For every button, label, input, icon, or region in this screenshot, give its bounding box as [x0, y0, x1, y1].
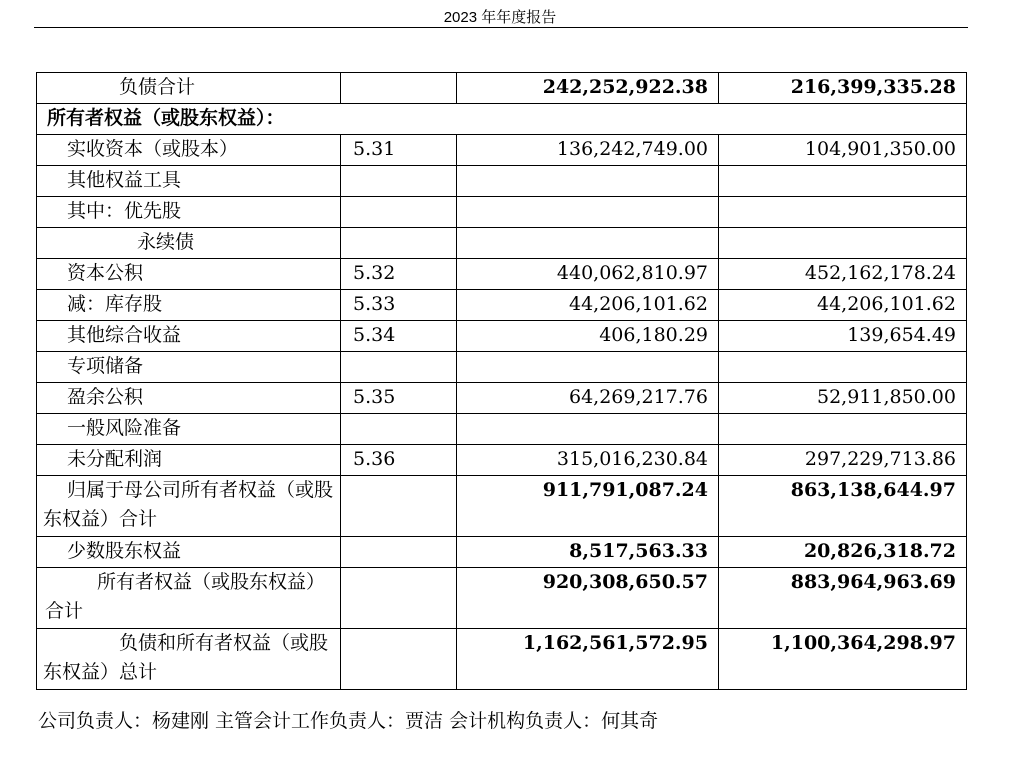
row-label: 专项储备	[37, 352, 341, 383]
row-note: 5.34	[341, 321, 457, 352]
row-note	[341, 568, 457, 629]
row-note	[341, 414, 457, 445]
table-row	[37, 290, 967, 321]
table-row	[37, 629, 967, 690]
row-prior-value: 452,162,178.24	[719, 259, 967, 290]
header-divider	[34, 27, 968, 28]
table-row	[37, 568, 967, 629]
table-row	[37, 383, 967, 414]
row-note	[341, 166, 457, 197]
page-header-title: 2023 年年度报告	[443, 9, 557, 26]
row-prior-value: 44,206,101.62	[719, 290, 967, 321]
section-label: 所有者权益（或股东权益）：	[37, 104, 967, 135]
row-label: 其中：优先股	[37, 197, 341, 228]
table-row	[37, 166, 967, 197]
row-label: 实收资本（或股本）	[37, 135, 341, 166]
row-label: 其他权益工具	[37, 166, 341, 197]
row-note: 5.36	[341, 445, 457, 476]
row-prior-value: 883,964,963.69	[719, 568, 967, 629]
row-prior-value	[719, 197, 967, 228]
row-label: 一般风险准备	[37, 414, 341, 445]
table-row	[37, 73, 967, 104]
row-prior-value: 863,138,644.97	[719, 476, 967, 537]
row-current-value: 242,252,922.38	[457, 73, 719, 104]
row-prior-value: 1,100,364,298.97	[719, 629, 967, 690]
table-row	[37, 445, 967, 476]
row-prior-value	[719, 166, 967, 197]
row-note	[341, 537, 457, 568]
row-current-value: 44,206,101.62	[457, 290, 719, 321]
row-note: 5.35	[341, 383, 457, 414]
row-label: 未分配利润	[37, 445, 341, 476]
row-current-value: 315,016,230.84	[457, 445, 719, 476]
row-prior-value	[719, 414, 967, 445]
row-label: 减：库存股	[37, 290, 341, 321]
row-current-value: 8,517,563.33	[457, 537, 719, 568]
row-label: 归属于母公司所有者权益（或股东权益）合计	[37, 476, 341, 537]
row-prior-value	[719, 228, 967, 259]
table-row	[37, 197, 967, 228]
row-label: 所有者权益（或股东权益）合计	[37, 568, 341, 629]
row-current-value: 911,791,087.24	[457, 476, 719, 537]
row-current-value: 406,180.29	[457, 321, 719, 352]
balance-sheet-table	[36, 72, 967, 690]
table-row	[37, 537, 967, 568]
row-label: 负债和所有者权益（或股东权益）总计	[37, 629, 341, 690]
row-note	[341, 197, 457, 228]
row-prior-value: 297,229,713.86	[719, 445, 967, 476]
table-row	[37, 228, 967, 259]
row-prior-value	[719, 352, 967, 383]
row-note	[341, 476, 457, 537]
signatures-line: 公司负责人：杨建刚 主管会计工作负责人：贾洁 会计机构负责人：何其奇	[38, 710, 659, 732]
table-row	[37, 476, 967, 537]
row-prior-value: 216,399,335.28	[719, 73, 967, 104]
row-current-value	[457, 197, 719, 228]
row-note: 5.33	[341, 290, 457, 321]
row-prior-value: 139,654.49	[719, 321, 967, 352]
row-label: 负债合计	[37, 73, 341, 104]
row-label: 盈余公积	[37, 383, 341, 414]
row-prior-value: 20,826,318.72	[719, 537, 967, 568]
table-row	[37, 259, 967, 290]
section-row	[37, 104, 967, 135]
table-row	[37, 352, 967, 383]
row-current-value: 136,242,749.00	[457, 135, 719, 166]
row-note	[341, 228, 457, 259]
table-row	[37, 414, 967, 445]
row-note: 5.32	[341, 259, 457, 290]
row-current-value: 440,062,810.97	[457, 259, 719, 290]
row-current-value	[457, 166, 719, 197]
row-current-value: 920,308,650.57	[457, 568, 719, 629]
row-label: 其他综合收益	[37, 321, 341, 352]
table-row	[37, 135, 967, 166]
row-note	[341, 73, 457, 104]
row-label: 永续债	[37, 228, 341, 259]
row-prior-value: 104,901,350.00	[719, 135, 967, 166]
row-note	[341, 352, 457, 383]
row-prior-value: 52,911,850.00	[719, 383, 967, 414]
row-current-value	[457, 228, 719, 259]
row-current-value: 1,162,561,572.95	[457, 629, 719, 690]
row-current-value	[457, 414, 719, 445]
row-current-value: 64,269,217.76	[457, 383, 719, 414]
table-row	[37, 321, 967, 352]
row-note	[341, 629, 457, 690]
row-label: 少数股东权益	[37, 537, 341, 568]
row-note: 5.31	[341, 135, 457, 166]
row-current-value	[457, 352, 719, 383]
row-label: 资本公积	[37, 259, 341, 290]
